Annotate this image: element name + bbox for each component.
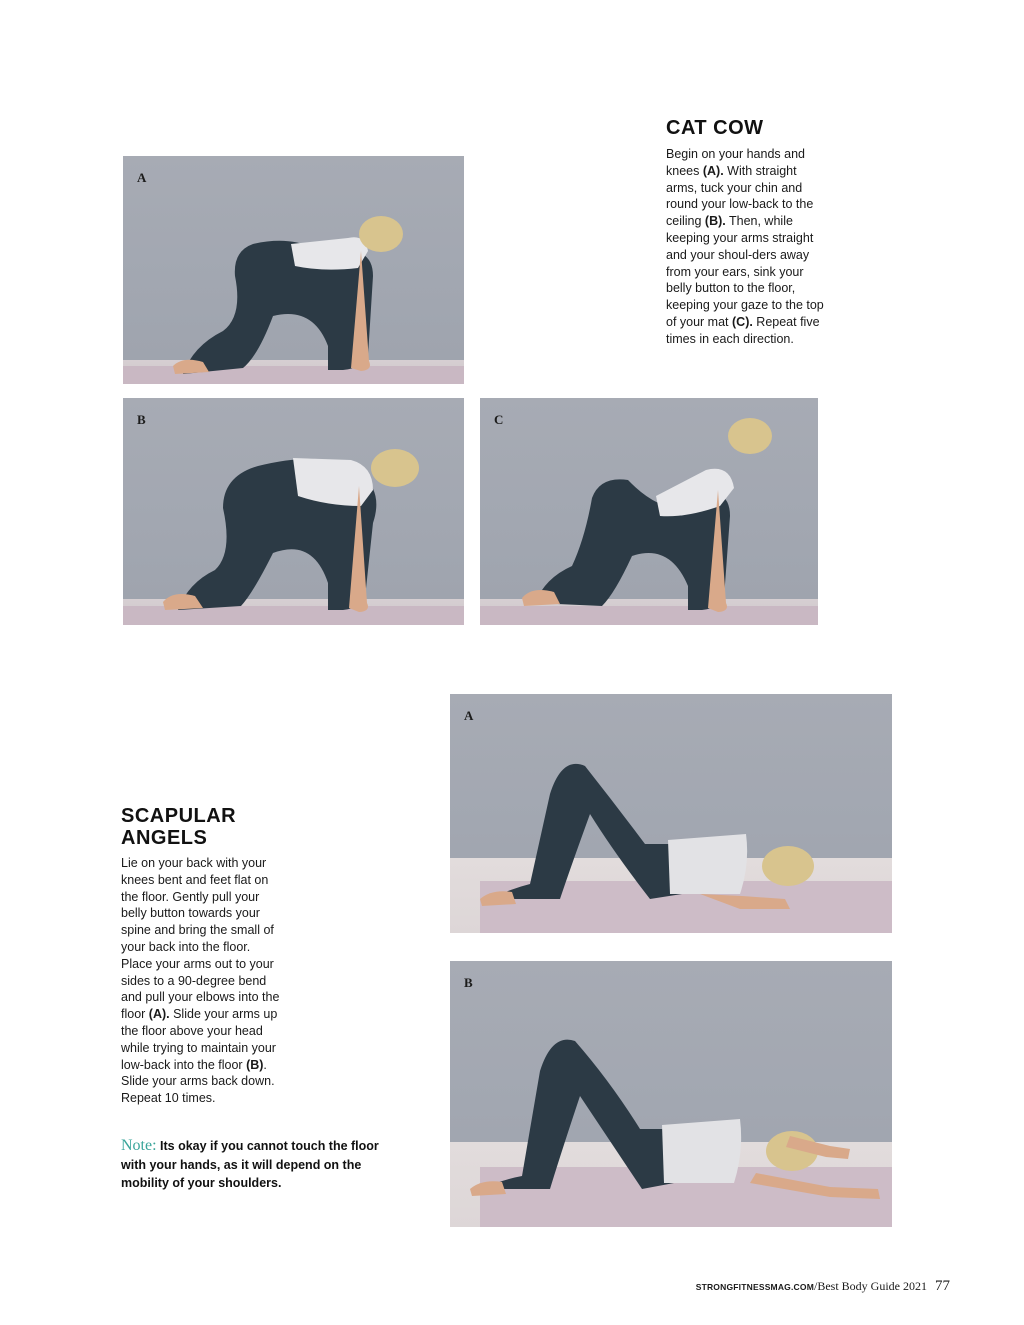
footer-separator: / (813, 1279, 818, 1293)
photo-label: B (464, 975, 473, 990)
figure-tabletop-neutral (123, 156, 464, 384)
figure-supine-arms-bent (450, 694, 892, 933)
scapular-angels-title: SCAPULAR ANGELS (121, 805, 237, 849)
cat-cow-instructions: Begin on your hands and knees (A). With straight arms, tuck your chin and round your low-back to the ceiling (B). Then, while keeping your arms straight and your shoul-ders away from your ears, sink your belly button to the floor, keeping your gaze to the top of your mat (C). Repeat five times in each direction. (666, 147, 824, 346)
scapular-angels-instructions: Lie on your back with your knees bent and feet flat on the floor. Gently pull your belly button towards your spine and bring the small of your back into the floor. Place your arms out to your sides to a 90-degree bend and pull your elbows into the floor (A). Slide your arms up the floor above your head while trying to maintain your low-back into the floor (B). Slide your arms back down. Repeat 10 times. (121, 856, 280, 1106)
photo-label: A (137, 170, 147, 185)
photo-label: B (137, 412, 146, 427)
shoulder-mobility-note (121, 1137, 396, 1193)
cat-cow-photo-a (123, 156, 464, 384)
scapular-angels-photo-a (450, 694, 892, 933)
page-footer (696, 1278, 950, 1295)
footer-site-link[interactable]: STRONGFITNESSMAG.COM (695, 1282, 814, 1292)
photo-label: C (494, 412, 504, 427)
figure-tabletop-cat (123, 398, 464, 625)
cat-cow-title: CAT COW (666, 117, 764, 139)
cat-cow-photo-c (480, 398, 818, 625)
figure-supine-arms-overhead (450, 961, 892, 1227)
photo-label: A (464, 708, 474, 723)
figure-tabletop-cow (480, 398, 818, 625)
footer-guide-title: Best Body Guide 2021 (817, 1279, 927, 1293)
page-number: 77 (935, 1278, 950, 1294)
note-text: Its okay if you cannot touch the floor with your hands, as it will depend on the mobility of your shoulders. (121, 1139, 379, 1190)
scapular-angels-photo-b (450, 961, 892, 1227)
cat-cow-photo-b (123, 398, 464, 625)
note-label: Note: (121, 1137, 157, 1154)
